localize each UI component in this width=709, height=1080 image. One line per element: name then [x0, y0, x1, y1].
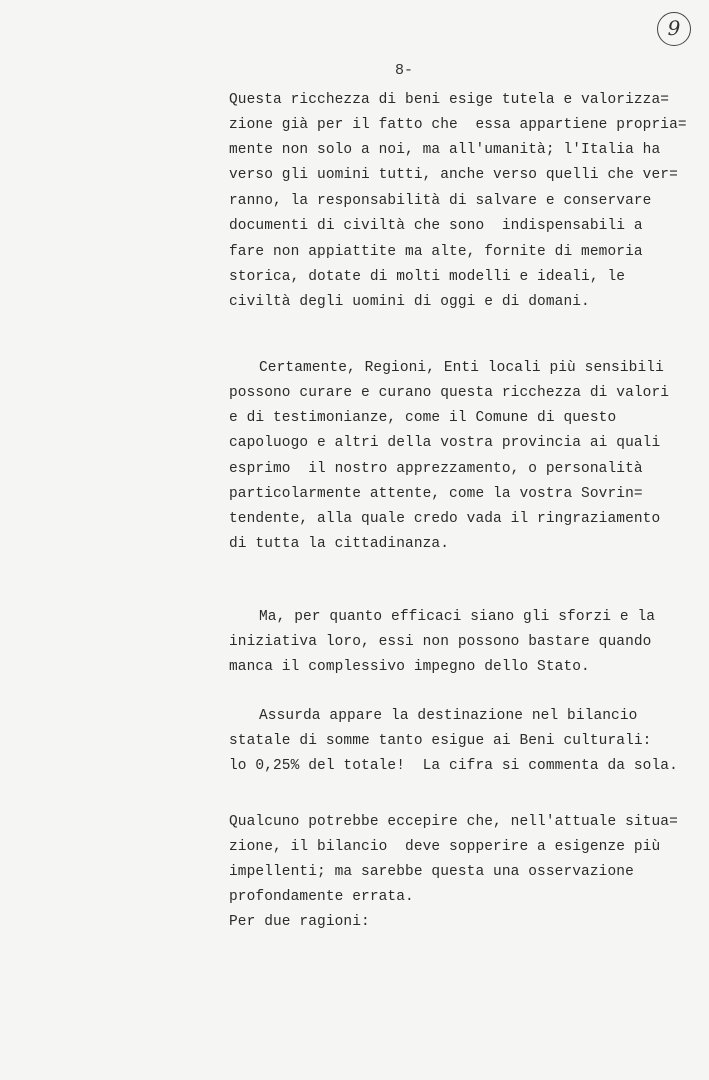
text-line: documenti di civiltà che sono indispensabili a: [229, 218, 643, 234]
text-line: zione, il bilancio deve sopperire a esigenze più: [229, 839, 661, 855]
text-line: tendente, alla quale credo vada il ringraziamento: [229, 511, 661, 527]
text-line: di tutta la cittadinanza.: [229, 536, 450, 552]
text-line: impellenti; ma sarebbe questa una osservazione: [229, 864, 634, 880]
text-line: Per due ragioni:: [229, 914, 370, 930]
text-line: civiltà degli uomini di oggi e di domani.: [229, 294, 590, 310]
text-line: capoluogo e altri della vostra provincia ai quali: [229, 435, 661, 451]
text-line: iniziativa loro, essi non possono bastare quando: [229, 634, 652, 650]
text-line: statale di somme tanto esigue ai Beni culturali:: [229, 733, 652, 749]
text-line: e di testimonianze, come il Comune di questo: [229, 410, 617, 426]
text-line: manca il complessivo impegno dello Stato.: [229, 659, 590, 675]
text-line: Questa ricchezza di beni esige tutela e valorizza=: [229, 92, 670, 108]
text-line: lo 0,25% del totale! La cifra si commenta da sola.: [229, 758, 678, 774]
page-stamp: 9: [657, 12, 691, 46]
text-line: Certamente, Regioni, Enti locali più sensibili: [259, 360, 664, 376]
text-line: Assurda appare la destinazione nel bilancio: [259, 708, 638, 724]
text-line: possono curare e curano questa ricchezza di valori: [229, 385, 670, 401]
text-line: zione già per il fatto che essa appartiene propria=: [229, 117, 687, 133]
text-line: fare non appiattite ma alte, fornite di memoria: [229, 244, 643, 260]
text-line: Qualcuno potrebbe eccepire che, nell'attuale situa=: [229, 814, 678, 830]
text-line: ranno, la responsabilità di salvare e conservare: [229, 193, 652, 209]
text-line: esprimo il nostro apprezzamento, o personalità: [229, 461, 643, 477]
text-line: verso gli uomini tutti, anche verso quelli che ver=: [229, 167, 678, 183]
text-line: profondamente errata.: [229, 889, 414, 905]
text-line: particolarmente attente, come la vostra Sovrin=: [229, 486, 643, 502]
page-number: 8-: [395, 62, 414, 79]
text-line: storica, dotate di molti modelli e ideali, le: [229, 269, 626, 285]
text-line: mente non solo a noi, ma all'umanità; l'Italia ha: [229, 142, 661, 158]
text-line: Ma, per quanto efficaci siano gli sforzi e la: [259, 609, 656, 625]
